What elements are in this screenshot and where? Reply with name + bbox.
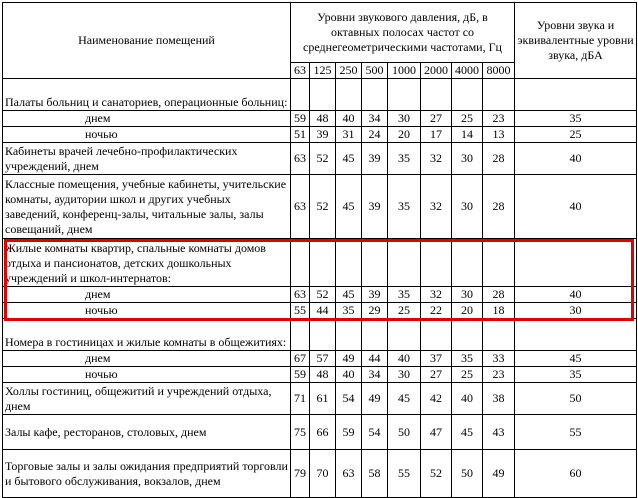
level-cell xyxy=(515,319,637,351)
value-cell: 63 xyxy=(291,287,310,303)
value-cell: 35 xyxy=(336,303,362,319)
level-cell: 25 xyxy=(515,127,637,143)
value-cell: 34 xyxy=(362,367,388,383)
value-cell: 45 xyxy=(336,175,362,239)
header-freq: 1000 xyxy=(388,63,421,79)
value-cell: 25 xyxy=(452,367,483,383)
value-cell xyxy=(421,79,452,111)
value-cell: 25 xyxy=(452,111,483,127)
value-cell: 40 xyxy=(336,367,362,383)
value-cell: 18 xyxy=(483,303,515,319)
room-name: Торговые залы и залы ожидания предприятий торговли и бытового обслуживания, вокзалов, днем xyxy=(3,450,291,498)
value-cell: 35 xyxy=(388,287,421,303)
value-cell: 39 xyxy=(362,143,388,175)
value-cell xyxy=(421,319,452,351)
value-cell: 50 xyxy=(452,450,483,498)
value-cell: 35 xyxy=(388,143,421,175)
level-cell xyxy=(515,239,637,287)
value-cell: 51 xyxy=(291,127,310,143)
value-cell xyxy=(291,319,310,351)
value-cell: 35 xyxy=(452,351,483,367)
value-cell: 49 xyxy=(336,351,362,367)
value-cell: 14 xyxy=(452,127,483,143)
value-cell: 29 xyxy=(362,303,388,319)
value-cell: 63 xyxy=(291,175,310,239)
header-freq: 500 xyxy=(362,63,388,79)
value-cell: 30 xyxy=(452,175,483,239)
value-cell xyxy=(291,79,310,111)
value-cell: 27 xyxy=(421,367,452,383)
value-cell: 28 xyxy=(483,143,515,175)
noise-levels-table xyxy=(2,2,637,498)
room-name: Классные помещения, учебные кабинеты, учительские комнаты, аудитории школ и других учебных заведений, конференц-залы, читальные залы, залы совещаний, днем xyxy=(3,175,291,239)
room-name: Палаты больниц и санаториев, операционные больниц: xyxy=(3,79,291,111)
value-cell: 37 xyxy=(421,351,452,367)
value-cell xyxy=(310,319,336,351)
value-cell: 40 xyxy=(336,111,362,127)
value-cell xyxy=(336,319,362,351)
value-cell xyxy=(291,239,310,287)
header-spl-group: Уровни звукового давления, дБ, в октавных полосах частот со среднегеометрическими частотами, Гц xyxy=(291,3,515,63)
room-name: днем xyxy=(3,351,291,367)
room-name: Номера в гостиницах и жилые комнаты в общежитиях: xyxy=(3,319,291,351)
room-name: ночью xyxy=(3,367,291,383)
table-row xyxy=(3,175,637,239)
value-cell: 30 xyxy=(388,367,421,383)
value-cell: 59 xyxy=(291,367,310,383)
value-cell: 38 xyxy=(483,383,515,415)
value-cell: 54 xyxy=(362,415,388,450)
value-cell xyxy=(362,319,388,351)
header-room-name: Наименование помещений xyxy=(3,3,291,79)
value-cell: 20 xyxy=(452,303,483,319)
value-cell: 52 xyxy=(310,175,336,239)
value-cell: 39 xyxy=(310,127,336,143)
value-cell xyxy=(452,319,483,351)
value-cell xyxy=(362,79,388,111)
value-cell xyxy=(336,239,362,287)
value-cell: 28 xyxy=(483,287,515,303)
value-cell: 61 xyxy=(310,383,336,415)
value-cell: 39 xyxy=(362,175,388,239)
header-sound-level: Уровни звука и эквивалентные уровни звука, дБА xyxy=(515,3,637,79)
value-cell: 55 xyxy=(388,450,421,498)
level-cell: 40 xyxy=(515,287,637,303)
value-cell xyxy=(310,239,336,287)
value-cell: 45 xyxy=(452,415,483,450)
level-cell: 50 xyxy=(515,383,637,415)
table-row xyxy=(3,239,637,287)
room-name: Кабинеты врачей лечебно-профилактических учреждений, днем xyxy=(3,143,291,175)
value-cell: 23 xyxy=(483,111,515,127)
value-cell: 55 xyxy=(291,303,310,319)
value-cell: 22 xyxy=(421,303,452,319)
room-name: Холлы гостиниц, общежитий и учреждений отдыха, днем xyxy=(3,383,291,415)
value-cell: 20 xyxy=(388,127,421,143)
room-name: днем xyxy=(3,287,291,303)
level-cell xyxy=(515,79,637,111)
level-cell: 40 xyxy=(515,143,637,175)
value-cell: 59 xyxy=(291,111,310,127)
room-name: ночью xyxy=(3,303,291,319)
value-cell xyxy=(310,79,336,111)
value-cell: 45 xyxy=(336,287,362,303)
value-cell: 79 xyxy=(291,450,310,498)
table-row xyxy=(3,415,637,450)
header-freq: 8000 xyxy=(483,63,515,79)
value-cell xyxy=(421,239,452,287)
value-cell: 71 xyxy=(291,383,310,415)
room-name: днем xyxy=(3,111,291,127)
room-name: Жилые комнаты квартир, спальные комнаты домов отдыха и пансионатов, детских дошкольных учреждений и школ-интернатов: xyxy=(3,239,291,287)
value-cell: 52 xyxy=(310,287,336,303)
value-cell: 44 xyxy=(310,303,336,319)
value-cell xyxy=(483,79,515,111)
value-cell: 57 xyxy=(310,351,336,367)
value-cell xyxy=(388,239,421,287)
value-cell xyxy=(336,79,362,111)
table-row xyxy=(3,127,637,143)
level-cell: 40 xyxy=(515,175,637,239)
value-cell: 67 xyxy=(291,351,310,367)
value-cell: 32 xyxy=(421,175,452,239)
value-cell xyxy=(388,319,421,351)
value-cell: 54 xyxy=(336,383,362,415)
value-cell xyxy=(483,239,515,287)
value-cell: 44 xyxy=(362,351,388,367)
value-cell: 13 xyxy=(483,127,515,143)
value-cell: 39 xyxy=(362,287,388,303)
value-cell xyxy=(452,79,483,111)
room-name: Залы кафе, ресторанов, столовых, днем xyxy=(3,415,291,450)
value-cell xyxy=(388,79,421,111)
table-row xyxy=(3,79,637,111)
value-cell: 17 xyxy=(421,127,452,143)
value-cell: 48 xyxy=(310,111,336,127)
value-cell: 66 xyxy=(310,415,336,450)
level-cell: 35 xyxy=(515,111,637,127)
level-cell: 30 xyxy=(515,303,637,319)
value-cell: 48 xyxy=(310,367,336,383)
table-row xyxy=(3,367,637,383)
value-cell: 47 xyxy=(421,415,452,450)
table-row xyxy=(3,303,637,319)
table-row xyxy=(3,383,637,415)
value-cell: 52 xyxy=(310,143,336,175)
table-row xyxy=(3,351,637,367)
header-freq: 4000 xyxy=(452,63,483,79)
room-name: ночью xyxy=(3,127,291,143)
value-cell: 70 xyxy=(310,450,336,498)
value-cell xyxy=(483,319,515,351)
value-cell: 32 xyxy=(421,143,452,175)
value-cell: 33 xyxy=(483,351,515,367)
value-cell: 31 xyxy=(336,127,362,143)
level-cell: 35 xyxy=(515,367,637,383)
value-cell: 30 xyxy=(452,287,483,303)
value-cell: 32 xyxy=(421,287,452,303)
level-cell: 55 xyxy=(515,415,637,450)
value-cell: 63 xyxy=(336,450,362,498)
value-cell: 24 xyxy=(362,127,388,143)
value-cell: 52 xyxy=(421,450,452,498)
value-cell xyxy=(362,239,388,287)
value-cell: 63 xyxy=(291,143,310,175)
value-cell: 75 xyxy=(291,415,310,450)
value-cell: 45 xyxy=(388,383,421,415)
value-cell xyxy=(452,239,483,287)
value-cell: 28 xyxy=(483,175,515,239)
value-cell: 40 xyxy=(388,351,421,367)
level-cell: 45 xyxy=(515,351,637,367)
value-cell: 25 xyxy=(388,303,421,319)
value-cell: 34 xyxy=(362,111,388,127)
level-cell: 60 xyxy=(515,450,637,498)
value-cell: 59 xyxy=(336,415,362,450)
header-freq: 125 xyxy=(310,63,336,79)
value-cell: 30 xyxy=(452,143,483,175)
value-cell: 35 xyxy=(388,175,421,239)
table-row xyxy=(3,143,637,175)
table-row xyxy=(3,287,637,303)
header-freq: 250 xyxy=(336,63,362,79)
table-row xyxy=(3,450,637,498)
value-cell: 23 xyxy=(483,367,515,383)
value-cell: 50 xyxy=(388,415,421,450)
value-cell: 43 xyxy=(483,415,515,450)
value-cell: 49 xyxy=(362,383,388,415)
value-cell: 40 xyxy=(452,383,483,415)
value-cell: 58 xyxy=(362,450,388,498)
header-freq: 2000 xyxy=(421,63,452,79)
value-cell: 49 xyxy=(483,450,515,498)
value-cell: 42 xyxy=(421,383,452,415)
value-cell: 45 xyxy=(336,143,362,175)
value-cell: 30 xyxy=(388,111,421,127)
value-cell: 27 xyxy=(421,111,452,127)
table-row xyxy=(3,111,637,127)
header-freq: 63 xyxy=(291,63,310,79)
table-row xyxy=(3,319,637,351)
